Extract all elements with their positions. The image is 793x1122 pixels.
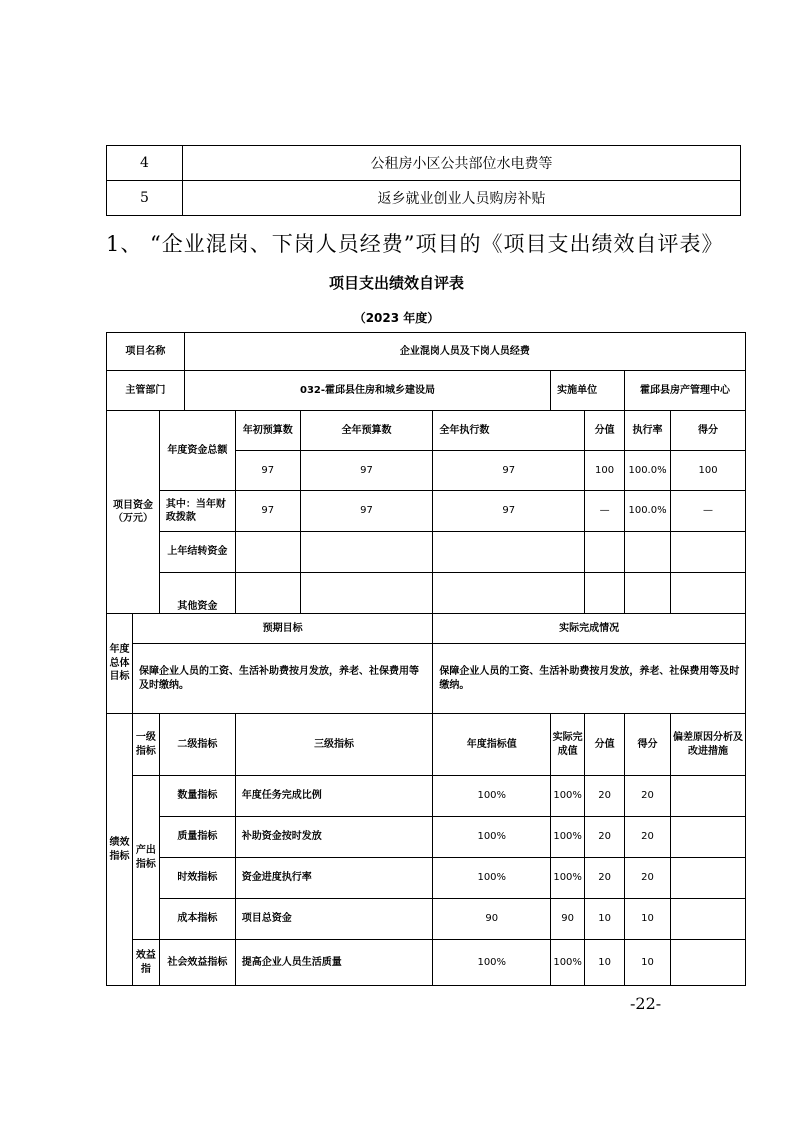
impl-value: 霍邱县房产管理中心 (625, 371, 746, 411)
target-cell: 100% (433, 858, 551, 899)
score-cell: 20 (625, 858, 671, 899)
fiscal-rate: 100.0% (625, 491, 671, 532)
table-row (107, 899, 746, 940)
table-row (107, 491, 746, 532)
fiscal-score-value: — (585, 491, 625, 532)
initial-budget-header: 年初预算数 (235, 411, 300, 451)
row-text: 返乡就业创业人员购房补贴 (183, 181, 741, 216)
table-row (107, 532, 746, 573)
score-cell: 10 (625, 940, 671, 986)
value-cell: 20 (585, 776, 625, 817)
table-row (107, 776, 746, 817)
impl-label: 实施单位 (551, 371, 625, 411)
annual-total-label: 年度资金总额 (159, 411, 235, 491)
expected-goal-label: 预期目标 (132, 614, 432, 644)
score-header: 得分 (671, 411, 746, 451)
level3-cell: 项目总资金 (235, 899, 433, 940)
fiscal-exec: 97 (433, 491, 585, 532)
section-heading: 1、 “企业混岗、下岗人员经费”项目的《项目支出绩效自评表》 (106, 232, 724, 256)
dept-value: 032-霍邱县住房和城乡建设局 (184, 371, 550, 411)
actual-cell: 100% (551, 858, 585, 899)
table-row (107, 858, 746, 899)
exec-rate-header: 执行率 (625, 411, 671, 451)
actual-cell: 100% (551, 940, 585, 986)
full-exec-header: 全年执行数 (433, 411, 585, 451)
deviation-header: 偏差原因分析及改进措施 (671, 714, 746, 776)
project-name-label: 项目名称 (107, 333, 185, 371)
total-full-budget: 97 (300, 451, 433, 491)
evaluation-table (106, 332, 746, 986)
other-funds-label: 其他资金 (159, 573, 235, 614)
total-rate: 100.0% (625, 451, 671, 491)
row-number: 5 (107, 181, 183, 216)
actual-cell: 90 (551, 899, 585, 940)
carryover-label: 上年结转资金 (159, 532, 235, 573)
actual-goal-text: 保障企业人员的工资、生活补助费按月发放，养老、社保费用等及时缴纳。 (433, 644, 746, 714)
table-row (107, 614, 746, 644)
benefit-label: 效益指 (132, 940, 159, 986)
level3-cell: 资金进度执行率 (235, 858, 433, 899)
dept-label: 主管部门 (107, 371, 185, 411)
fiscal-score: — (671, 491, 746, 532)
total-score-value: 100 (585, 451, 625, 491)
table-title: 项目支出绩效自评表 (328, 274, 464, 292)
fiscal-full-budget: 97 (300, 491, 433, 532)
level2-cell: 时效指标 (159, 858, 235, 899)
row-text: 公租房小区公共部位水电费等 (183, 146, 741, 181)
fiscal-label: 其中：当年财政拨款 (159, 491, 235, 532)
level2-cell: 质量指标 (159, 817, 235, 858)
level2-header: 二级指标 (159, 714, 235, 776)
table-row (107, 644, 746, 714)
table-row (107, 333, 746, 371)
target-cell: 90 (433, 899, 551, 940)
funds-label: 项目资金（万元） (107, 411, 160, 614)
target-cell: 100% (433, 940, 551, 986)
total-exec: 97 (433, 451, 585, 491)
level3-cell: 提高企业人员生活质量 (235, 940, 433, 986)
page-number: -22- (630, 994, 662, 1013)
actual-cell: 100% (551, 817, 585, 858)
full-budget-header: 全年预算数 (300, 411, 433, 451)
table-row (107, 411, 746, 451)
level3-cell: 补助资金按时发放 (235, 817, 433, 858)
table-row (107, 940, 746, 986)
total-score: 100 (671, 451, 746, 491)
score-cell: 10 (625, 899, 671, 940)
target-cell: 100% (433, 776, 551, 817)
fiscal-initial: 97 (235, 491, 300, 532)
value-cell: 20 (585, 858, 625, 899)
goal-label: 年度总体目标 (107, 614, 133, 714)
table-row (107, 371, 746, 411)
actual-cell: 100% (551, 776, 585, 817)
table-row (107, 573, 746, 614)
level2-cell: 数量指标 (159, 776, 235, 817)
table-row (107, 146, 741, 181)
value-cell: 20 (585, 817, 625, 858)
value-cell: 10 (585, 899, 625, 940)
table-subtitle: （2023 年度） (353, 311, 440, 325)
level2-cell: 成本指标 (159, 899, 235, 940)
value-cell: 10 (585, 940, 625, 986)
level3-cell: 年度任务完成比例 (235, 776, 433, 817)
ind-score-header: 得分 (625, 714, 671, 776)
ind-score-value-header: 分值 (585, 714, 625, 776)
score-value-header: 分值 (585, 411, 625, 451)
annual-target-header: 年度指标值 (433, 714, 551, 776)
table-row (107, 714, 746, 776)
output-label: 产出指标 (132, 776, 159, 940)
actual-value-header: 实际完成值 (551, 714, 585, 776)
top-table (106, 145, 741, 216)
score-cell: 20 (625, 776, 671, 817)
level3-header: 三级指标 (235, 714, 433, 776)
level1-header: 一级指标 (132, 714, 159, 776)
actual-label: 实际完成情况 (433, 614, 746, 644)
target-cell: 100% (433, 817, 551, 858)
table-row (107, 181, 741, 216)
score-cell: 20 (625, 817, 671, 858)
perf-label: 绩效指标 (107, 714, 133, 986)
level2-cell: 社会效益指标 (159, 940, 235, 986)
expected-goal-text: 保障企业人员的工资、生活补助费按月发放，养老、社保费用等及时缴纳。 (132, 644, 432, 714)
table-row (107, 817, 746, 858)
row-number: 4 (107, 146, 183, 181)
total-initial: 97 (235, 451, 300, 491)
project-name: 企业混岗人员及下岗人员经费 (184, 333, 745, 371)
